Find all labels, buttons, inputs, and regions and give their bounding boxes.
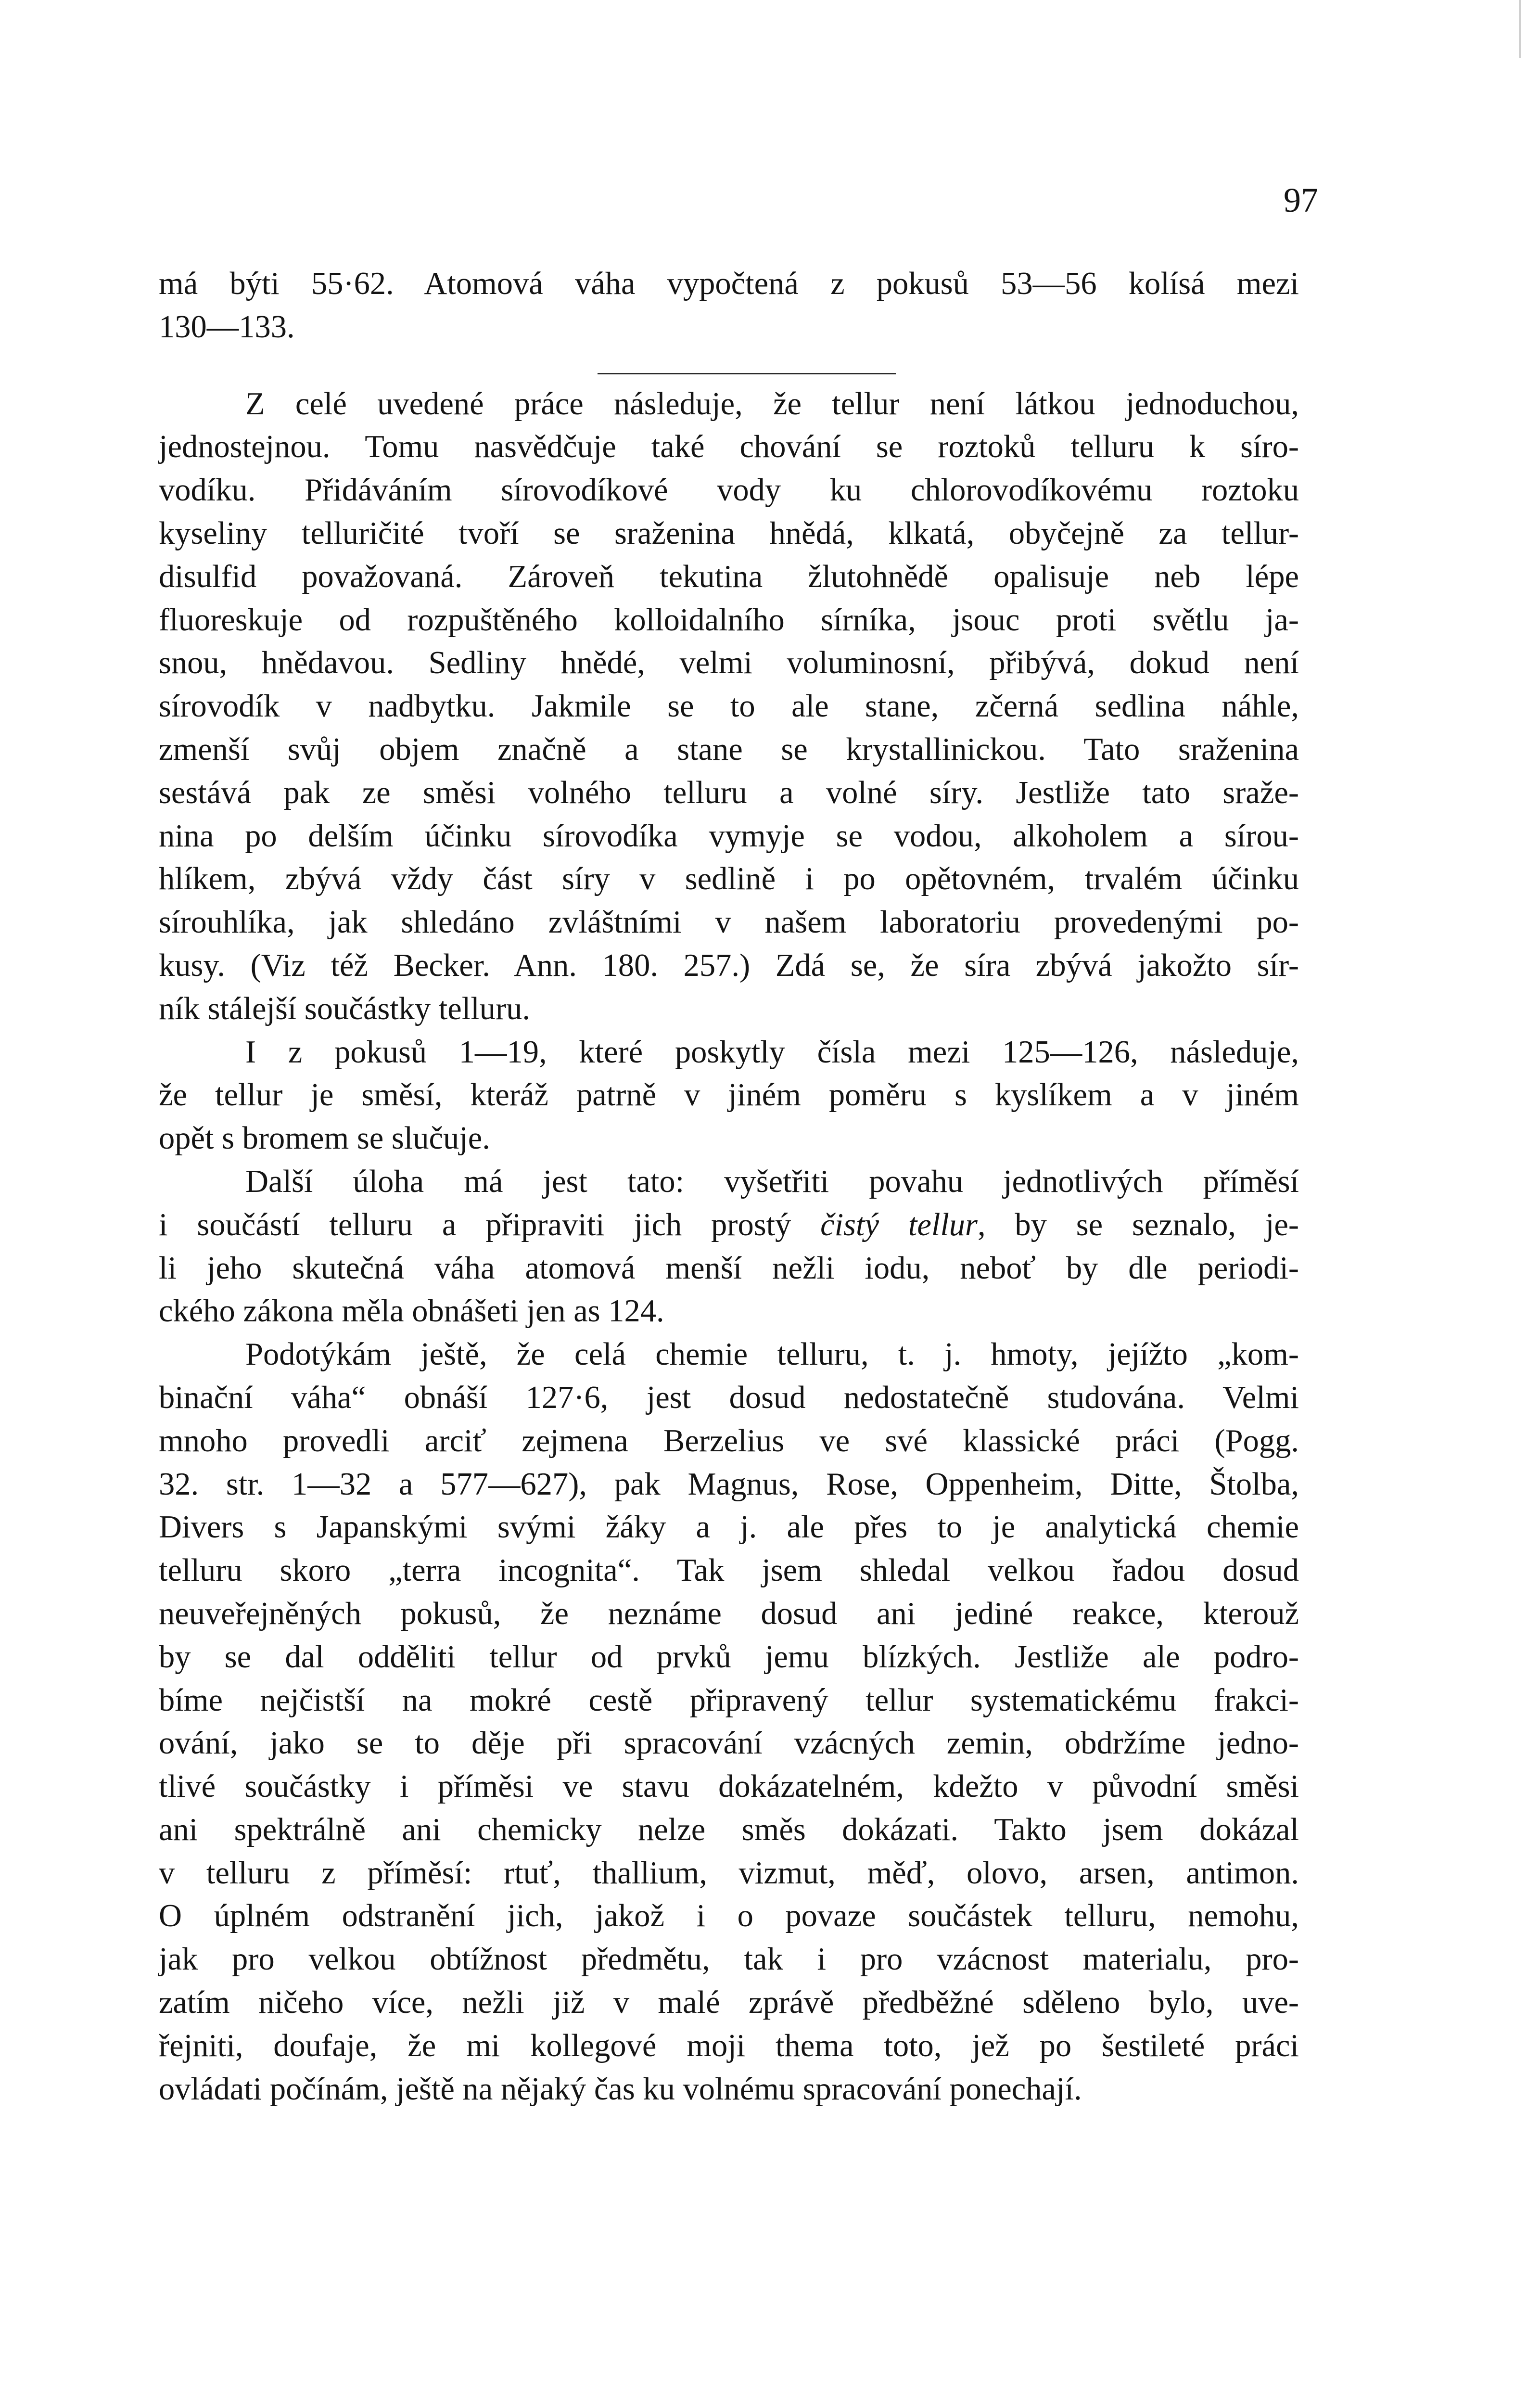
scan-edge-mark [1519,0,1521,58]
text-line: kusy. (Viz též Becker. Ann. 180. 257.) Zdá se, že síra zbývá jakožto sír- [159,947,1299,983]
text-line: sírovodík v nadbytku. Jakmile se to ale stane, zčerná sedlina náhle, [159,689,1299,724]
text-line: Z celé uvedené práce následuje, že tellur není látkou jednoduchou, [245,386,1299,422]
text-line: ník stálejší součástky telluru. [159,991,531,1026]
text-line: kyseliny telluričité tvoří se sraženina hnědá, klkatá, obyčejně za tellur- [159,515,1299,551]
page-number: 97 [1284,181,1318,219]
text-line: li jeho skutečná váha atomová menší nežli iodu, neboť by dle periodi- [159,1250,1299,1286]
text-line: telluru skoro „terra incognita“. Tak jsem shledal velkou řadou dosud [159,1553,1299,1588]
text-line: vodíku. Přidáváním sírovodíkové vody ku chlorovodíkovému roztoku [159,473,1299,508]
text-line: sírouhlíka, jak shledáno zvláštními v našem laboratoriu provedenými po- [159,905,1299,940]
text-line: má býti 55·62. Atomová váha vypočtená z pokusů 53—56 kolísá mezi [159,266,1299,301]
text-line: disulfid považovaná. Zároveň tekutina žlutohnědě opalisuje neb lépe [159,559,1299,594]
text-line: Další úloha má jest tato: vyšetřiti povahu jednotlivých příměsí [245,1164,1299,1199]
text-line: 130—133. [159,309,295,345]
text-line: by se dal odděliti tellur od prvků jemu blízkých. Jestliže ale podro- [159,1639,1299,1675]
text-line: I z pokusů 1—19, které poskytly čísla mezi 125—126, následuje, [245,1034,1299,1070]
text-line: tlivé součástky i příměsi ve stavu dokázatelném, kdežto v původní směsi [159,1769,1299,1804]
text-line: Podotýkám ještě, že celá chemie telluru, t. j. hmoty, jejížto „kom- [245,1337,1299,1372]
text-line: nina po delším účinku sírovodíka vymyje se vodou, alkoholem a sírou- [159,818,1299,854]
text-line: 32. str. 1—32 a 577—627), pak Magnus, Rose, Oppenheim, Ditte, Štolba, [159,1466,1299,1502]
text-line: snou, hnědavou. Sedliny hnědé, velmi voluminosní, přibývá, dokud není [159,645,1299,681]
text-line: opět s bromem se slučuje. [159,1121,490,1156]
text-line: binační váha“ obnáší 127·6, jest dosud nedostatečně studována. Velmi [159,1380,1299,1415]
text-line: hlíkem, zbývá vždy část síry v sedlině i po opětovném, trvalém účinku [159,861,1299,897]
text-line: v telluru z příměsí: rtuť, thallium, vizmut, měď, olovo, arsen, antimon. [159,1855,1299,1891]
text-line: neuveřejněných pokusů, že neznáme dosud ani jediné reakce, kterouž [159,1596,1299,1631]
text-line: zatím ničeho více, nežli již v malé zprávě předběžné sděleno bylo, uve- [159,1985,1299,2021]
text-line: sestává pak ze směsi volného telluru a volné síry. Jestliže tato sraže- [159,775,1299,810]
text-line: ani spektrálně ani chemicky nelze směs dokázati. Takto jsem dokázal [159,1812,1299,1847]
body-text [159,262,1299,2111]
text-fragment: i součástí telluru a připraviti jich prostý [159,1207,821,1242]
text-line: že tellur je směsí, kteráž patrně v jiném poměru s kyslíkem a v jiném [159,1077,1299,1113]
text-line: fluoreskuje od rozpuštěného kolloidalního sírníka, jsouc proti světlu ja- [159,602,1299,638]
text-line: ování, jako se to děje při spracování vzácných zemin, obdržíme jedno- [159,1726,1299,1761]
text-line [159,1203,1299,1247]
text-line: Divers s Japanskými svými žáky a j. ale přes to je analytická chemie [159,1510,1299,1545]
text-line: zmenší svůj objem značně a stane se krystallinickou. Tato sraženina [159,731,1299,767]
text-line: mnoho provedli arciť zejmena Berzelius ve své klassické práci (Pogg. [159,1423,1299,1459]
text-line: jak pro velkou obtížnost předmětu, tak i pro vzácnost materialu, pro- [159,1942,1299,1977]
text-line: ovládati počínám, ještě na nějaký čas ku volnému spracování ponechají. [159,2071,1082,2107]
text-line: bíme nejčistší na mokré cestě připravený tellur systematickému frakci- [159,1682,1299,1718]
italic-term: čistý tellur [820,1207,978,1242]
text-fragment: , by se seznalo, je- [977,1207,1299,1242]
text-line: řejniti, doufaje, že mi kollegové moji thema toto, jež po šestileté práci [159,2028,1299,2063]
text-line: jednostejnou. Tomu nasvědčuje také chování se roztoků telluru k síro- [159,429,1299,465]
text-line: O úplném odstranění jich, jakož i o povaze součástek telluru, nemohu, [159,1898,1299,1934]
text-line: ckého zákona měla obnášeti jen as 124. [159,1293,664,1329]
